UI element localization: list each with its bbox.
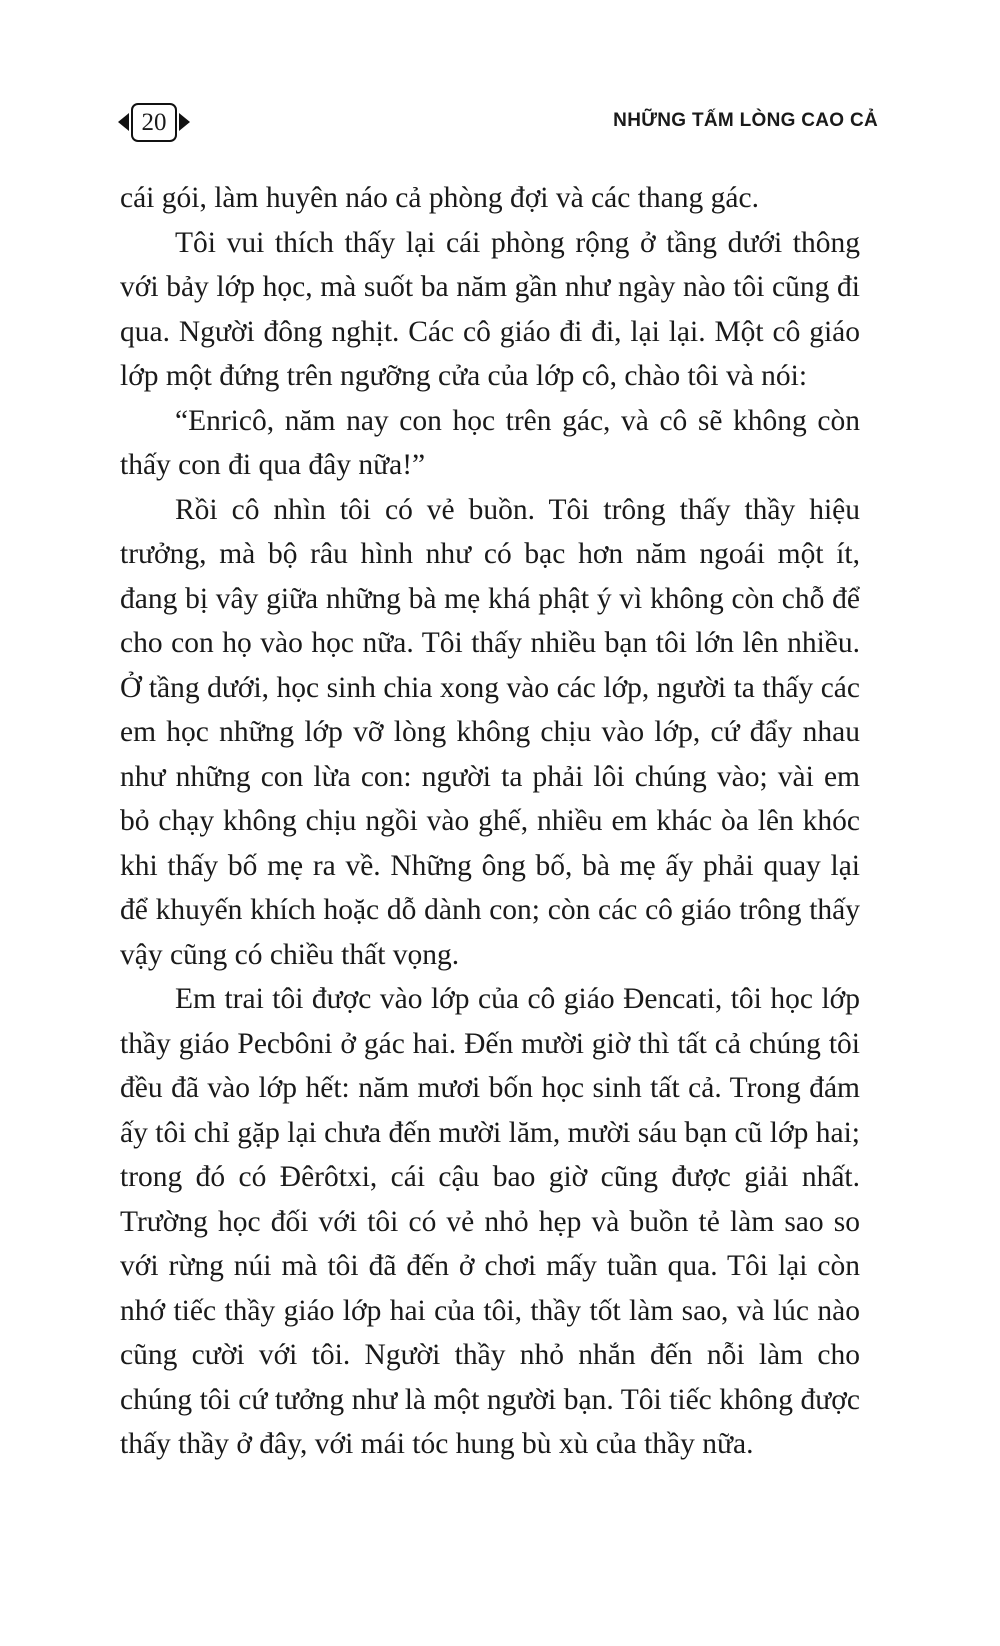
paragraph: Tôi vui thích thấy lại cái phòng rộng ở tầng dưới thông với bảy lớp học, mà suốt ba năm gần như ngày nào tôi cũng đi qua. Người đông nghịt. Các cô giáo đi đi, lại lại. Một cô giáo lớp một đứng trên ngưỡng cửa của lớp cô, chào tôi và nói:	[120, 226, 860, 392]
triangle-left-icon	[118, 113, 129, 131]
body-text	[120, 176, 860, 1467]
paragraph: “Enricô, năm nay con học trên gác, và cô sẽ không còn thấy con đi qua đây nữa!”	[120, 404, 860, 481]
paragraph: Em trai tôi được vào lớp của cô giáo Đencati, tôi học lớp thầy giáo Pecbôni ở gác hai. Đến mười giờ thì tất cả chúng tôi đều đã vào lớp hết: năm mươi bốn học sinh tất cả. Trong đám ấy tôi chỉ gặp lại chưa đến mười lăm, mười sáu bạn cũ lớp hai; trong đó có Đêrôtxi, cái cậu bao giờ cũng được giải nhất. Trường học đối với tôi có vẻ nhỏ hẹp và buồn tẻ làm sao so với rừng núi mà tôi đã đến ở chơi mấy tuần qua. Tôi lại còn nhớ tiếc thầy giáo lớp hai của tôi, thầy tốt làm sao, và lúc nào cũng cười với tôi. Người thầy nhỏ nhắn đến nỗi làm cho chúng tôi cứ tưởng như là một người bạn. Tôi tiếc không được thấy thầy ở đây, với mái tóc hung bù xù của thầy nữa.	[120, 983, 860, 1460]
page-number-badge	[118, 100, 190, 144]
page-header	[118, 100, 878, 144]
paragraph: Rồi cô nhìn tôi có vẻ buồn. Tôi trông thấy thầy hiệu trưởng, mà bộ râu hình như có bạc hơn năm ngoái một ít, đang bị vây giữa những bà mẹ khá phật ý vì không còn chỗ để cho con họ vào học nữa. Tôi thấy nhiều bạn tôi lớn lên nhiều. Ở tầng dưới, học sinh chia xong vào các lớp, người ta thấy các em học những lớp vỡ lòng không chịu vào lớp, cứ đẩy nhau như những con lừa con: người ta phải lôi chúng vào; vài em bỏ chạy không chịu ngồi vào ghế, nhiều em khác òa lên khóc khi thấy bố mẹ ra về. Những ông bố, bà mẹ ấy phải quay lại để khuyến khích hoặc dỗ dành con; còn các cô giáo trông thấy vậy cũng có chiều thất vọng.	[120, 493, 860, 971]
triangle-right-icon	[179, 113, 190, 131]
paragraph: cái gói, làm huyên náo cả phòng đợi và các thang gác.	[120, 182, 759, 214]
page-number: 20	[131, 103, 177, 142]
running-title: NHỮNG TẤM LÒNG CAO CẢ	[613, 110, 878, 131]
